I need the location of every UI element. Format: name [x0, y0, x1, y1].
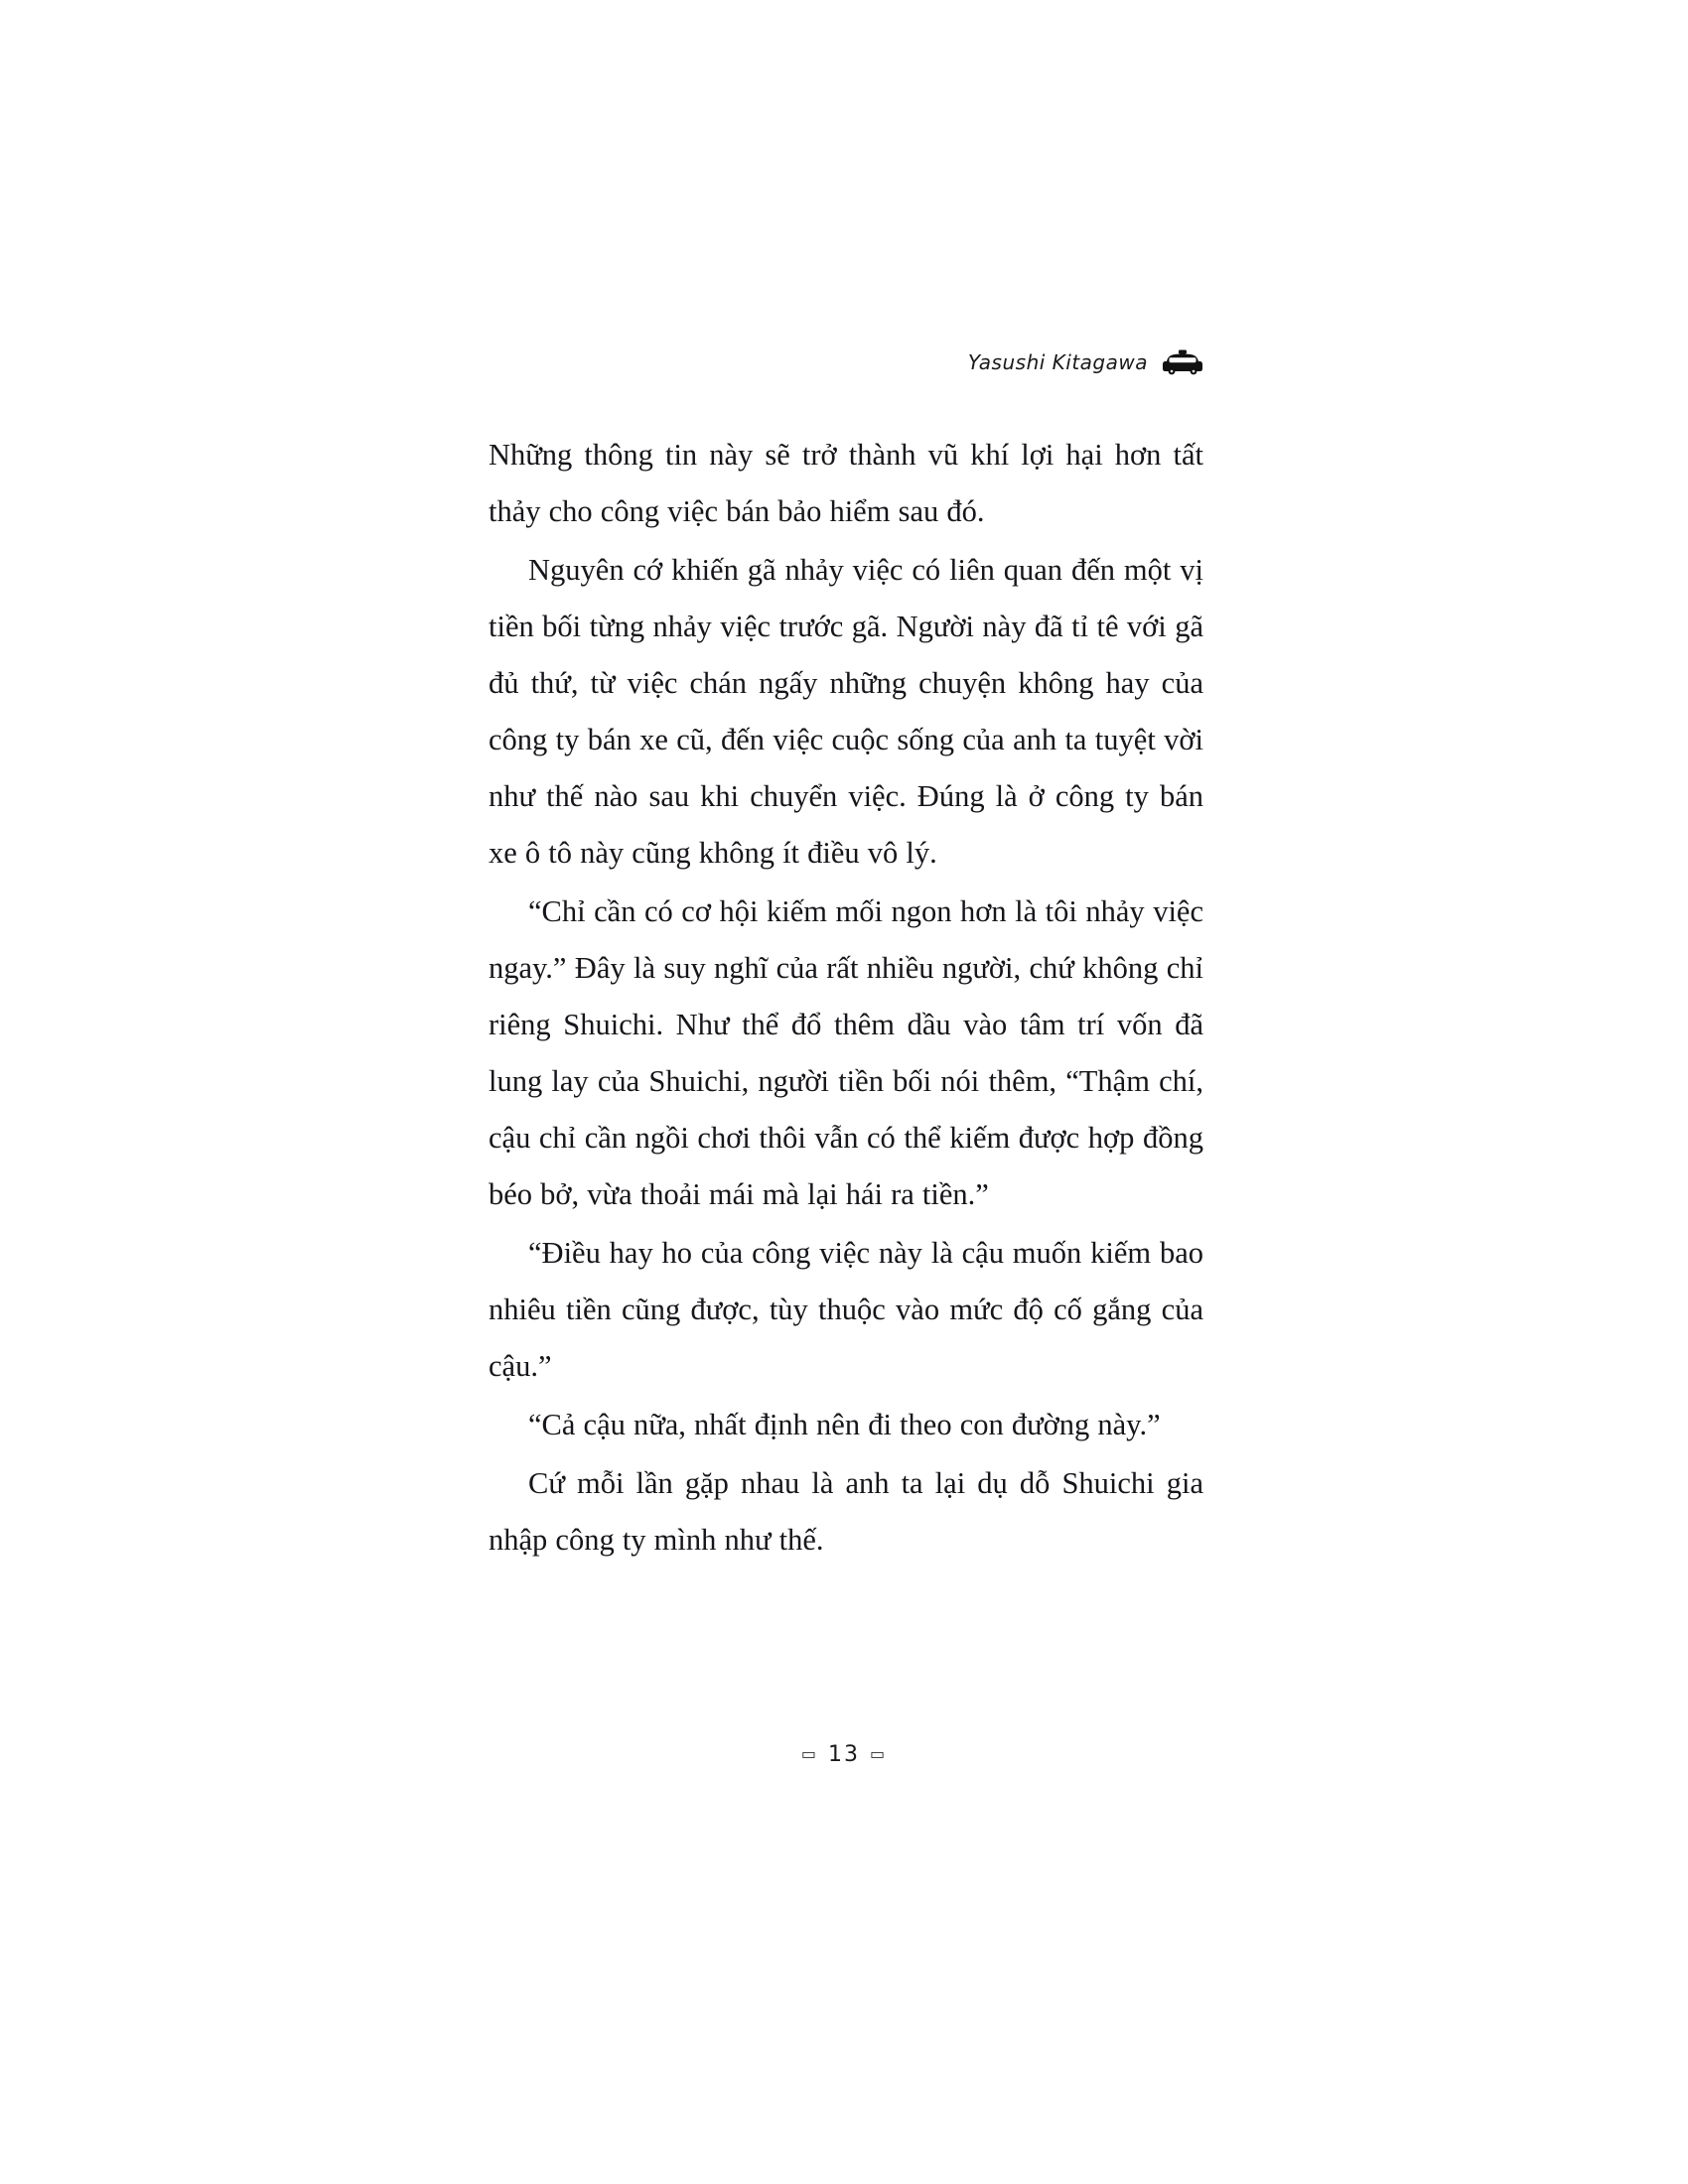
body-text — [489, 427, 1203, 1570]
folio-left-ornament: ▭ — [800, 1744, 818, 1763]
paragraph: Những thông tin này sẽ trở thành vũ khí lợi hại hơn tất thảy cho công việc bán bảo hiểm sau đó. — [489, 438, 1203, 528]
paragraph: “Điều hay ho của công việc này là cậu muốn kiếm bao nhiêu tiền cũng được, tùy thuộc vào mức độ cố gắng của cậu.” — [489, 1236, 1203, 1383]
paragraph: Nguyên cớ khiến gã nhảy việc có liên quan đến một vị tiền bối từng nhảy việc trước gã. Người này đã tỉ tê với gã đủ thứ, từ việc chán ngấy những chuyện không hay của công ty bán xe cũ, đến việc cuộc sống của anh ta tuyệt vời như thế nào sau khi chuyển việc. Đúng là ở công ty bán xe ô tô này cũng không ít điều vô lý. — [489, 553, 1203, 870]
running-head-author: Yasushi Kitagawa — [967, 350, 1148, 374]
taxi-icon — [1162, 349, 1203, 375]
running-head — [496, 349, 1203, 375]
folio-number: 13 — [828, 1742, 860, 1767]
folio-right-ornament: ▭ — [870, 1744, 888, 1763]
paragraph: Cứ mỗi lần gặp nhau là anh ta lại dụ dỗ Shuichi gia nhập công ty mình như thế. — [489, 1466, 1203, 1557]
paragraph: “Cả cậu nữa, nhất định nên đi theo con đường này.” — [528, 1408, 1161, 1441]
paragraph: “Chỉ cần có cơ hội kiếm mối ngon hơn là tôi nhảy việc ngay.” Đây là suy nghĩ của rất nhiều người, chứ không chỉ riêng Shuichi. Như thể đổ thêm dầu vào tâm trí vốn đã lung lay của Shuichi, người tiền bối nói thêm, “Thậm chí, cậu chỉ cần ngồi chơi thôi vẫn có thể kiếm được hợp đồng béo bở, vừa thoải mái mà lại hái ra tiền.” — [489, 894, 1203, 1211]
page-number — [0, 1742, 1688, 1767]
